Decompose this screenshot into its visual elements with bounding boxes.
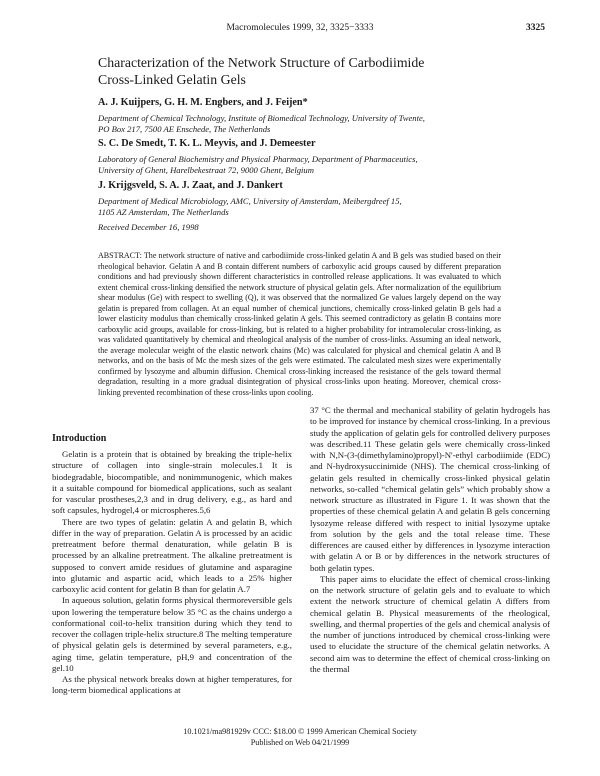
paragraph: As the physical network breaks down at higher temperatures, for long-term biomedical applications at <box>52 674 292 696</box>
author-group-3: J. Krijgsveld, S. A. J. Zaat, and J. Dankert <box>98 180 283 191</box>
affiliation-2 <box>98 154 518 176</box>
footer-doi-line: 10.1021/ma981929v CCC: $18.00 © 1999 American Chemical Society <box>183 727 417 736</box>
section-heading-introduction: Introduction <box>52 433 107 444</box>
author-group-2: S. C. De Smedt, T. K. L. Meyvis, and J. Demeester <box>98 138 316 149</box>
paragraph: There are two types of gelatin: gelatin A and gelatin B, which differ in the way of preparation. Gelatin A is processed by an acidic pretreatment before thermal denaturation, while gelatin B is processed by an alkaline pretreatment. The alkaline pretreatment is supposed to convert amide residues of glutamine and asparagine into glutamic and aspartic acid, which leads to a 25% higher carboxylic acid content for gelatin B than for gelatin A.7 <box>52 516 292 594</box>
affiliation-3 <box>98 196 518 218</box>
affiliation-3-line-1: Department of Medical Microbiology, AMC, University of Amsterdam, Meibergdreef 15, <box>98 196 402 206</box>
affiliation-1 <box>98 113 518 135</box>
affiliation-1-line-1: Department of Chemical Technology, Institute of Biomedical Technology, University of Twente, <box>98 113 425 123</box>
received-date: Received December 16, 1998 <box>98 222 199 232</box>
paragraph: This paper aims to elucidate the effect of chemical cross-linking on the network structure of gelatin gels and to evaluate to which extent the network structure of chemical gelatin A differs from chemical gelatin B. Physical measurements of the rheological, swelling, and thermal properties of the gels and chemical analysis of the number of junctions introduced by chemical cross-linking were used to elucidate the structure of the chemical gelatin networks. A second aim was to determine the effect of chemical cross-linking on the thermal <box>310 573 550 674</box>
paragraph: 37 °C the thermal and mechanical stability of gelatin hydrogels has to be improved for instance by chemical cross-linking. In a previous study the application of gelatin gels for controlled delivery purposes was described.11 These gelatin gels were chemically cross-linked with N,N-(3-(dimethylamino)propyl)-N'-ethyl carbodiimide (EDC) and N-hydroxysuccinimide (NHS). The chemical cross-linking of gelatin gels resulted in chemically cross-linked physical gelatin networks, so-called “chemical gelatin gels” which probably show a network structure as illustrated in Figure 1. It was shown that the properties of these chemical gelatin A and gelatin B gels concerning lysozyme release differed with respect to initial lysozyme uptake from solution by the gels and the total release time. These differences are caused either by differences in lysozyme interaction with gelatin A or B or by differences in the network structures of both gelatin types. <box>310 405 550 573</box>
affiliation-2-line-2: University of Ghent, Harelbekestraat 72, 9000 Ghent, Belgium <box>98 165 314 176</box>
footer-published-line: Published on Web 04/21/1999 <box>250 738 350 747</box>
abstract: ABSTRACT: The network structure of native and carbodiimide cross-linked gelatin A and B gels was studied based on their rheological behavior. Gelatin A and B contain different numbers of carboxylic acid groups caused by different preparation conditions and had previously shown different characteristics in controlled release applications. It was evaluated to which extent chemical cross-linking densified the network structure of physical gelatin gels. After normalization of the equilibrium shear modulus (Ge) with respect to swelling (Q), it was observed that the normalized Ge values largely depend on the way gelatin is prepared from collagen. At an equal number of chemical junctions, chemically cross-linked gelatin B gels had a lower elasticity modulus than chemically cross-linked gelatin A gels. This seemed contradictory as gelatin B contains more carboxylic acid groups, available for cross-linking, but is related to a higher probability for intramolecular cross-linking, as was validated quantitatively by chemical and rheological analysis of the number of cross-links. Assuming an ideal network, the average molecular weight of the elastic network chains (Mc) was calculated for physical and chemical gelatin A and B networks, and on the basis of Mc the mesh sizes of the gels were estimated. The calculated mesh sizes were experimentally confirmed by lysozyme and albumin diffusion. Chemical cross-linking increased the resistance of the gels toward thermal degradation, resulting in a more gradual disintegration of physical cross-links upon heating. Moreover, chemical cross-linking prevented recombination of these cross-links upon cooling. <box>98 251 501 397</box>
affiliation-2-line-1: Laboratory of General Biochemistry and Physical Pharmacy, Department of Pharmaceutics, <box>98 154 418 164</box>
affiliation-3-line-2: 1105 AZ Amsterdam, The Netherlands <box>98 207 229 218</box>
affiliation-1-line-2: PO Box 217, 7500 AE Enschede, The Netherlands <box>98 124 271 135</box>
article-title <box>98 54 518 88</box>
title-line-2: Cross-Linked Gelatin Gels <box>98 72 246 87</box>
author-group-1: A. J. Kuijpers, G. H. M. Engbers, and J. Feijen* <box>98 97 308 108</box>
left-column <box>52 433 292 697</box>
running-head <box>0 23 600 37</box>
paragraph: Gelatin is a protein that is obtained by breaking the triple-helix structure of collagen into single-strain molecules.1 It is biodegradable, biocompatible, and nonimmunogenic, which makes it a suitable compound for biomedical applications, such as sealant for vascular prostheses,2,3 and in drug delivery, e.g., as hard and soft capsules, hydrogel,4 or microspheres.5,6 <box>52 449 292 516</box>
paragraph: In aqueous solution, gelatin forms physical thermoreversible gels upon lowering the temperature below 35 °C as the chains undergo a conformational coil-to-helix transition during which they tend to recover the collagen triple-helix structure.8 The melting temperature of physical gelatin gels is determined by several parameters, e.g., aging time, gelatin temperature, pH,9 and concentration of the gel.10 <box>52 595 292 673</box>
right-column <box>310 405 550 675</box>
title-line-1: Characterization of the Network Structure of Carbodiimide <box>98 55 425 70</box>
page-number: 3325 <box>526 23 545 33</box>
journal-citation: Macromolecules 1999, 32, 3325−3333 <box>226 23 374 33</box>
